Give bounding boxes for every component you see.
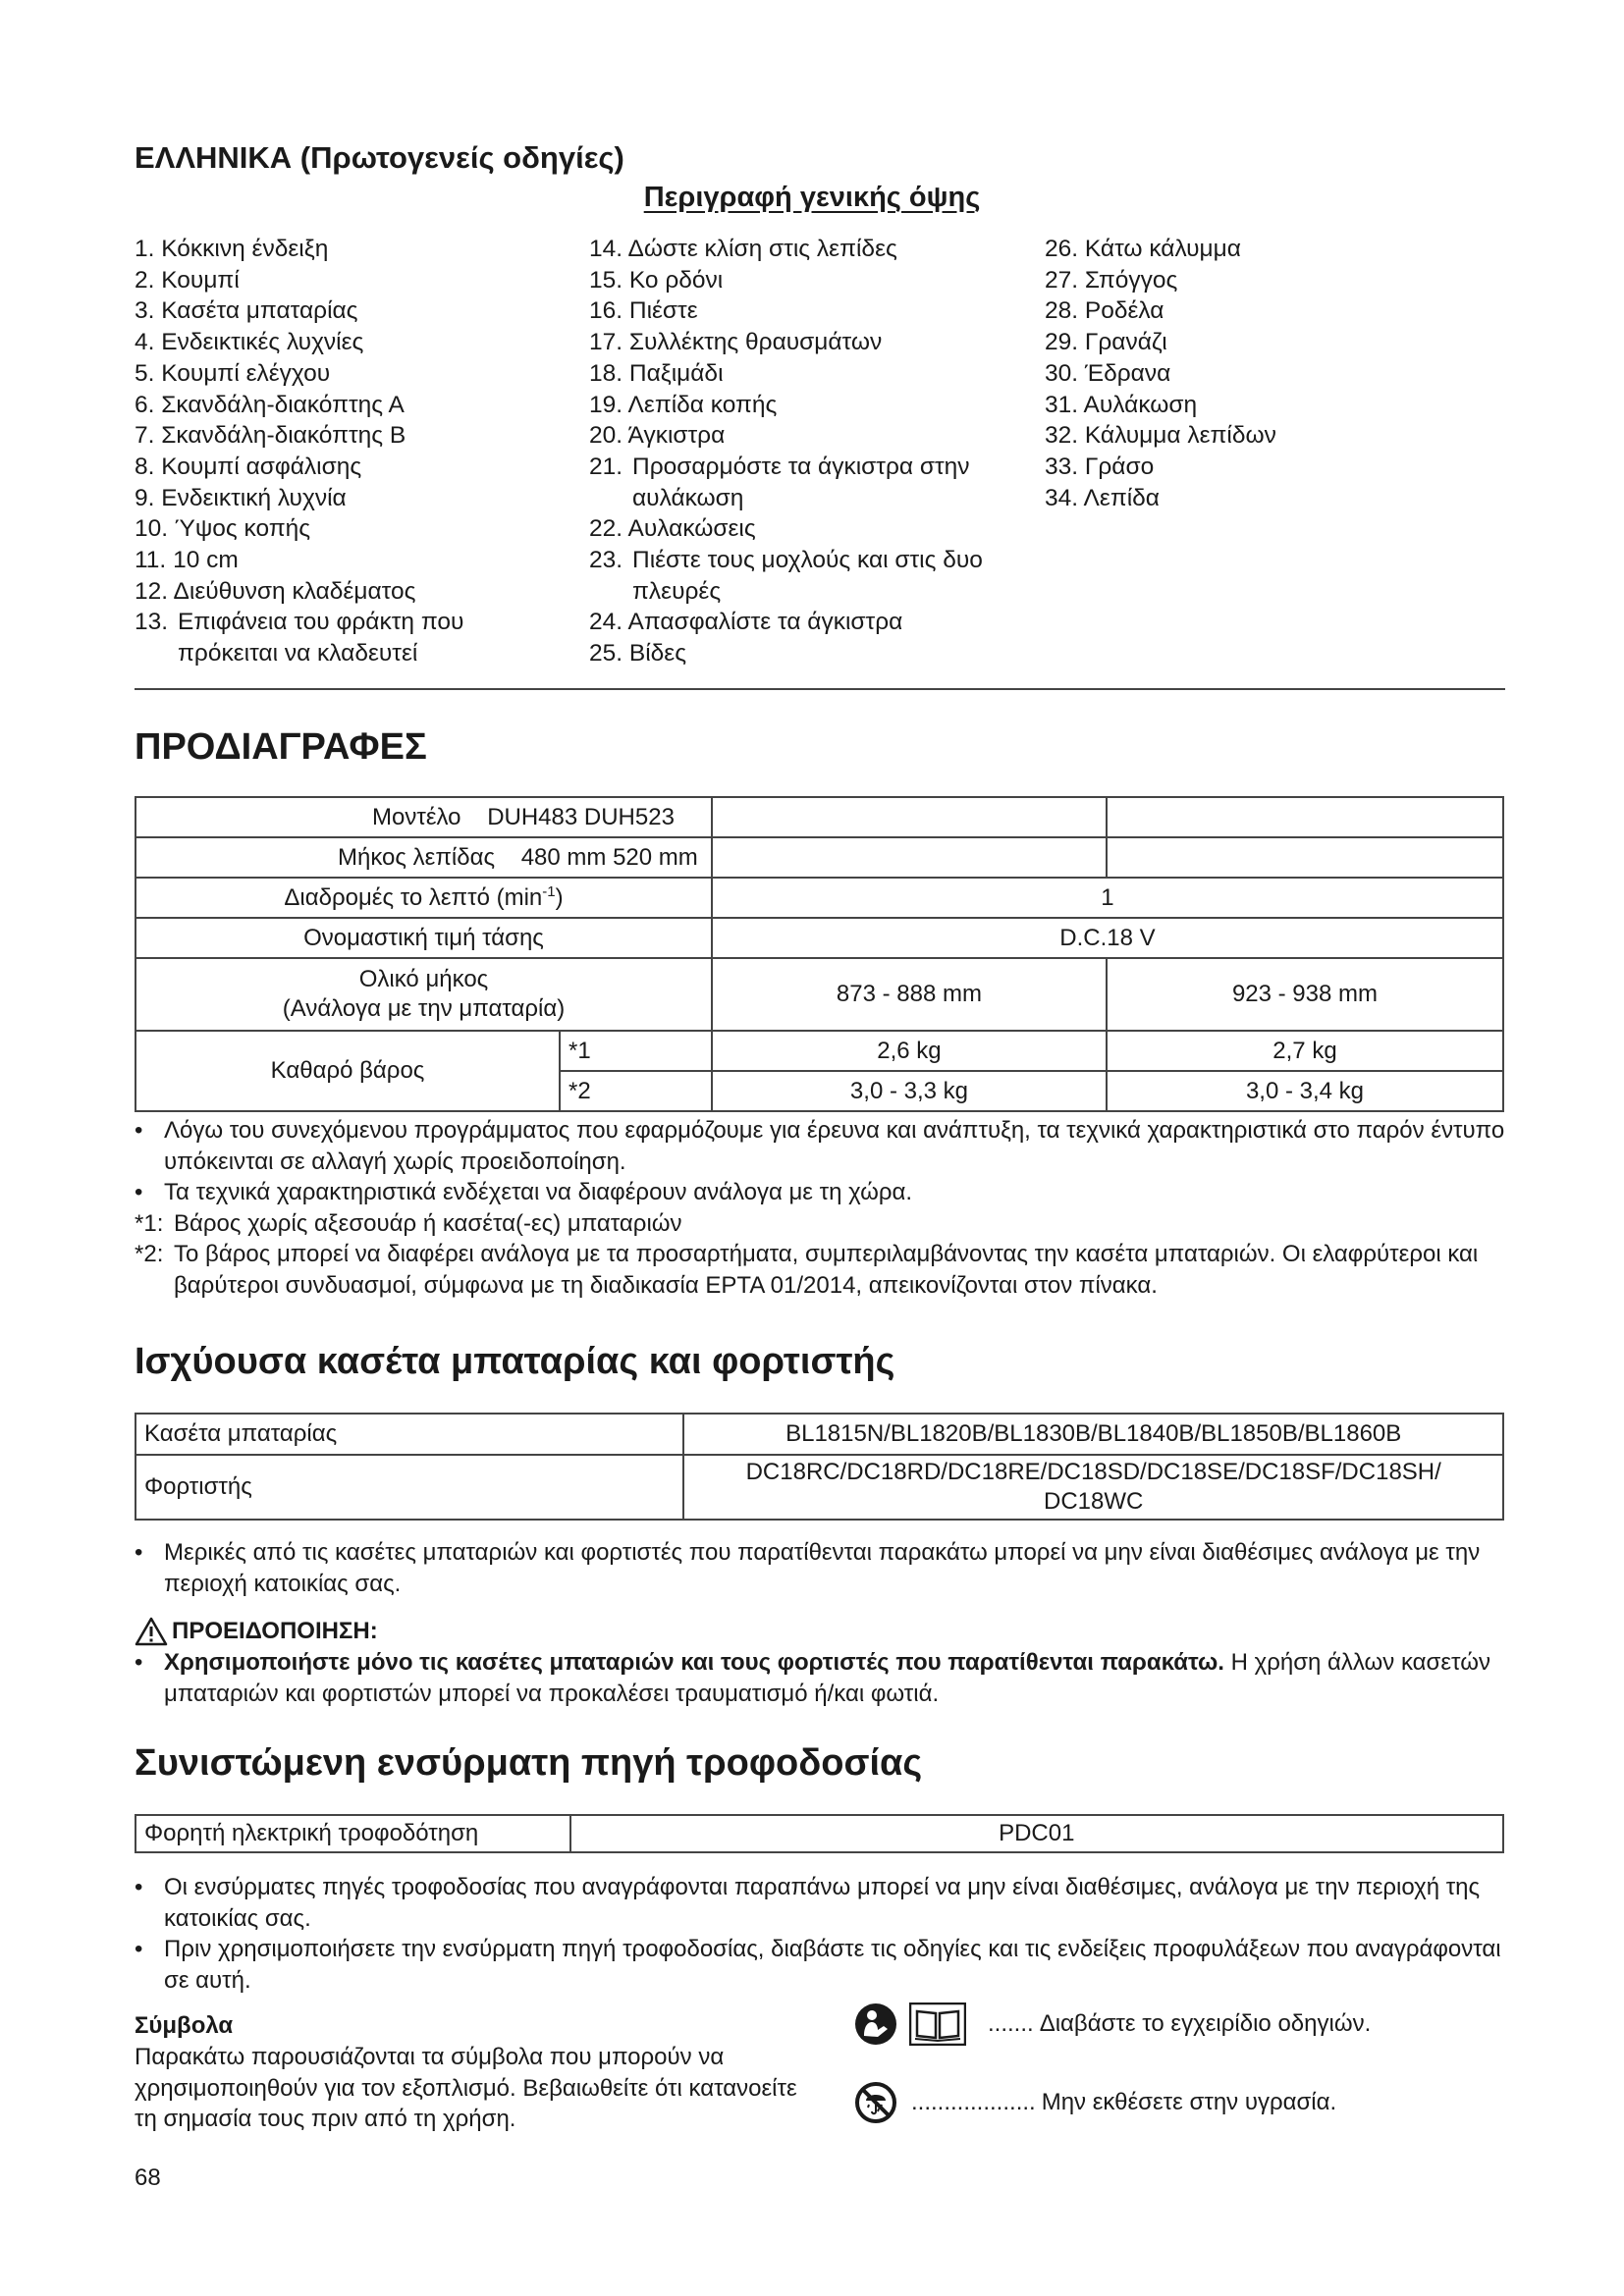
item-number: 32.: [1045, 422, 1079, 450]
list-item: [135, 234, 586, 265]
item-number: 22.: [589, 515, 623, 543]
list-item: [135, 607, 586, 638]
list-item: [1045, 420, 1477, 452]
item-label-cont: αυλάκωση: [632, 484, 744, 511]
list-item: [1045, 327, 1477, 358]
item-label: Λεπίδα κοπής: [627, 391, 778, 418]
item-number: 29.: [1045, 329, 1079, 356]
footnote: *1: Βάρος χωρίς αξεσουάρ ή κασέτα(-ες) μπαταριών: [135, 1209, 682, 1237]
length-value-duh523: 923 - 938 mm: [1107, 958, 1503, 1031]
list-item: • Οι ενσύρματες πηγές τροφοδοσίας που αναγράφονται παραπάνω μπορεί να μην είναι διαθέσιμες, ανάλογα με την περιοχή της κατοικίας σας.: [135, 1874, 1481, 1932]
item-label: Κόκκινη ένδειξη: [161, 236, 329, 262]
item-label: Σκανδάλη-διακόπτης Β: [161, 422, 406, 450]
list-item: [1045, 234, 1477, 265]
language-title: ΕΛΛΗΝΙΚΑ (Πρωτογενείς οδηγίες): [135, 140, 624, 175]
item-number: 15.: [589, 266, 623, 294]
rain-dots: ...................: [911, 2089, 1036, 2115]
item-label: Έδρανα: [1084, 359, 1171, 387]
item-label: Αυλάκωση: [1083, 391, 1198, 418]
overview-column-1: [135, 234, 586, 669]
item-number: 11.: [135, 547, 167, 574]
list-item: [1045, 452, 1477, 483]
item-number: 25.: [589, 640, 623, 667]
list-item: [135, 513, 586, 545]
item-number: 21.: [589, 453, 623, 480]
item-number: 16.: [589, 297, 623, 325]
list-item: [589, 390, 1041, 421]
item-number: 31.: [1045, 391, 1079, 418]
item-number: 7.: [135, 422, 155, 450]
item-label: Γράσο: [1084, 453, 1155, 480]
item-label: Συλλέκτης θραυσμάτων: [628, 329, 883, 356]
weight-2-duh483: 3,0 - 3,3 kg: [712, 1071, 1107, 1111]
symbol-read-manual: [854, 2002, 1371, 2046]
list-item: [135, 420, 586, 452]
item-label: Κάτω κάλυμμα: [1084, 236, 1241, 262]
blade-length-values: 480 mm 520 mm: [520, 843, 698, 871]
item-label: Πιέστε: [628, 297, 698, 325]
list-item: • Πριν χρησιμοποιήσετε την ενσύρματη πηγή τροφοδοσίας, διαβάστε τις οδηγίες και τις ενδείξεις προφυλάξεων που αναγράφονται σε αυτή.: [135, 1936, 1501, 1994]
item-number: 20.: [589, 422, 623, 450]
item-number: 9.: [135, 484, 155, 511]
item-number: 2.: [135, 266, 155, 294]
item-label: Επιφάνεια του φράκτη που: [178, 609, 464, 636]
item-label: Κουμπί ελέγχου: [161, 359, 331, 387]
symbol-no-moisture: [854, 2081, 1336, 2124]
item-number: 13.: [135, 609, 169, 636]
list-item: [135, 483, 586, 514]
weight-1-duh483: 2,6 kg: [712, 1031, 1107, 1071]
table-row: [135, 1815, 1503, 1852]
list-item: [1045, 265, 1477, 296]
strokes-label-close: ): [555, 884, 564, 911]
item-label: Δώστε κλίση στις λεπίδες: [627, 236, 897, 262]
item-label: Λεπίδα: [1083, 484, 1160, 511]
specs-title: ΠΡΟΔΙΑΓΡΑΦΕΣ: [135, 726, 427, 768]
list-item: • Μερικές από τις κασέτες μπαταριών και φορτιστές που παρατίθενται παρακάτω μπορεί να μην είναι διαθέσιμες ανάλογα με την περιοχή κατοικίας σας.: [135, 1539, 1481, 1597]
item-label: Κο ρδόνι: [628, 266, 724, 294]
list-item: [135, 265, 586, 296]
item-number: 6.: [135, 391, 155, 418]
item-label: Βίδες: [628, 640, 687, 667]
symbols-text: Παρακάτω παρουσιάζονται τα σύμβολα που μπορούν να χρησιμοποιηθούν για τον εξοπλισμό. Βεβαιωθείτε ότι κατανοείτε τη σημασία τους πριν από τη χρήση.: [135, 2044, 797, 2132]
item-number: 8.: [135, 453, 155, 480]
list-item: [589, 638, 1041, 669]
item-number: 26.: [1045, 236, 1079, 262]
voltage-value: D.C.18 V: [712, 918, 1503, 958]
item-label: Αυλακώσεις: [627, 515, 756, 543]
specs-notes: [135, 1115, 1509, 1301]
list-item: [589, 545, 1041, 576]
item-label: Απασφαλίστε τα άγκιστρα: [627, 609, 903, 636]
blade-length-label: Μήκος λεπίδας: [338, 843, 496, 871]
list-item: [1045, 483, 1477, 514]
no-moisture-icon: [854, 2081, 897, 2124]
item-number: 1.: [135, 236, 155, 262]
read-dots: .......: [988, 2010, 1034, 2037]
item-number: 24.: [589, 609, 623, 636]
list-item: [135, 452, 586, 483]
item-number: 27.: [1045, 266, 1079, 294]
length-value-duh483: 873 - 888 mm: [712, 958, 1107, 1031]
item-label: Κουμπί: [161, 266, 240, 294]
read-manual-icon: [854, 2002, 897, 2046]
warning-heading: [135, 1617, 378, 1646]
list-item: [1045, 295, 1477, 327]
specs-table: [135, 796, 1504, 1112]
table-row: [135, 1414, 1503, 1455]
item-number: 12.: [135, 577, 169, 605]
warning-title: ΠΡΟΕΙΔΟΠΟΙΗΣΗ:: [172, 1618, 378, 1644]
item-label: Πιέστε τους μοχλούς και στις δυο: [632, 547, 983, 574]
item-label: Κουμπί ασφάλισης: [161, 453, 362, 480]
weight-label: Καθαρό βάρος: [135, 1031, 560, 1111]
table-row: [135, 837, 1503, 878]
list-item: [589, 420, 1041, 452]
charger-value: DC18RC/DC18RD/DC18RE/DC18SD/DC18SE/DC18SF/DC18SH/: [745, 1459, 1441, 1485]
section-divider: [135, 688, 1505, 690]
item-label: Άγκιστρα: [627, 422, 726, 450]
table-row: [135, 918, 1503, 958]
symbols-title: Σύμβολα: [135, 2012, 234, 2039]
strokes-label: Διαδρομές το λεπτό (min: [284, 884, 543, 911]
item-label: Κάλυμμα λεπίδων: [1084, 422, 1276, 450]
length-sublabel: (Ανάλογα με την μπαταρία): [282, 995, 566, 1022]
table-row: [135, 958, 1503, 1031]
no-moisture-text: Μην εκθέσετε στην υγρασία.: [1041, 2089, 1337, 2115]
overview-column-3: [1045, 234, 1477, 513]
list-item: [589, 452, 1041, 483]
list-item: [135, 390, 586, 421]
battery-table: [135, 1413, 1504, 1521]
item-label: Διεύθυνση κλαδέματος: [173, 577, 416, 605]
list-item: • Τα τεχνικά χαρακτηριστικά ενδέχεται να διαφέρουν ανάλογα με τη χώρα.: [135, 1179, 913, 1205]
weight-1-duh523: 2,7 kg: [1107, 1031, 1503, 1071]
item-label: Ενδεικτικές λυχνίες: [161, 329, 364, 356]
item-number: 19.: [589, 391, 623, 418]
overview-title: Περιγραφή γενικής όψης: [643, 182, 981, 213]
overview-column-2: [589, 234, 1041, 669]
power-notes: [135, 1872, 1509, 1996]
charger-value-cont: DC18WC: [1044, 1488, 1144, 1515]
battery-label: Κασέτα μπαταρίας: [135, 1414, 683, 1455]
item-label: 10 cm: [173, 547, 239, 574]
item-number: 34.: [1045, 484, 1079, 511]
list-item: [135, 358, 586, 390]
model-label: Μοντέλο: [372, 803, 461, 830]
read-manual-text: Διαβάστε το εγχειρίδιο οδηγιών.: [1039, 2010, 1372, 2037]
list-item: [135, 545, 586, 576]
power-value: PDC01: [570, 1815, 1504, 1852]
item-number: 3.: [135, 297, 155, 325]
list-item: [135, 295, 586, 327]
item-label: Ύψος κοπής: [174, 515, 311, 543]
table-row: [135, 1031, 1503, 1071]
power-label: Φορητή ηλεκτρική τροφοδότηση: [135, 1815, 570, 1852]
voltage-label: Ονομαστική τιμή τάσης: [135, 918, 712, 958]
list-item: [1045, 358, 1477, 390]
item-label-cont: πρόκειται να κλαδευτεί: [178, 640, 418, 667]
charger-label: Φορτιστής: [135, 1455, 683, 1520]
weight-2-duh523: 3,0 - 3,4 kg: [1107, 1071, 1503, 1111]
power-table: [135, 1814, 1504, 1853]
table-row: [135, 878, 1503, 918]
strokes-unit-exponent: -1: [542, 883, 556, 900]
item-number: 33.: [1045, 453, 1079, 480]
warning-triangle-icon: [135, 1617, 168, 1646]
table-row: [135, 1455, 1503, 1520]
weight-mark-1: *1: [560, 1031, 712, 1071]
item-number: 30.: [1045, 359, 1079, 387]
list-item: [589, 513, 1041, 545]
list-item: [589, 234, 1041, 265]
battery-notes: [135, 1537, 1509, 1599]
weight-mark-2: *2: [560, 1071, 712, 1111]
item-label: Προσαρμόστε τα άγκιστρα στην: [632, 453, 970, 480]
item-label: Γρανάζι: [1084, 329, 1167, 356]
strokes-value: 1: [712, 878, 1503, 918]
item-number: 23.: [589, 547, 623, 574]
list-item: [589, 295, 1041, 327]
item-label: Κασέτα μπαταρίας: [161, 297, 358, 325]
list-item: • Λόγω του συνεχόμενου προγράμματος που εφαρμόζουμε για έρευνα και ανάπτυξη, τα τεχνικά χαρακτηριστικά στο παρόν έντυπο υπόκεινται σε αλλαγή χωρίς προειδοποίηση.: [135, 1117, 1505, 1175]
battery-value: BL1815N/BL1820B/BL1830B/BL1840B/BL1850B/BL1860B: [683, 1414, 1503, 1455]
list-item: [135, 576, 586, 608]
item-number: 4.: [135, 329, 155, 356]
page-number: 68: [135, 2164, 161, 2191]
list-item: [135, 327, 586, 358]
item-label: Παξιμάδι: [628, 359, 724, 387]
battery-section-title: Ισχύουσα κασέτα μπαταρίας και φορτιστής: [135, 1341, 895, 1382]
item-label: Ενδεικτική λυχνία: [161, 484, 347, 511]
warning-text: [135, 1647, 1509, 1709]
item-number: 18.: [589, 359, 623, 387]
list-item: [1045, 390, 1477, 421]
item-number: 28.: [1045, 297, 1079, 325]
list-item: [589, 265, 1041, 296]
item-number: 14.: [589, 236, 623, 262]
power-section-title: Συνιστώμενη ενσύρματη πηγή τροφοδοσίας: [135, 1742, 923, 1784]
footnote: *2: Το βάρος μπορεί να διαφέρει ανάλογα με τα προσαρτήματα, συμπεριλαμβάνοντας την κασέτα μπαταριών. Οι ελαφρύτεροι και βαρύτεροι συνδυασμοί, σύμφωνα με τη διαδικασία EPTA 01/2014, απεικονίζονται στον πίνακα.: [135, 1241, 1479, 1299]
item-number: 17.: [589, 329, 623, 356]
item-label: Σκανδάλη-διακόπτης Α: [161, 391, 405, 418]
item-label: Σπόγγος: [1084, 266, 1178, 294]
list-item: [589, 327, 1041, 358]
manual-book-icon: [909, 2002, 966, 2046]
item-label: Ροδέλα: [1084, 297, 1164, 325]
item-number: 10.: [135, 515, 169, 543]
item-label-cont: πλευρές: [632, 577, 722, 605]
table-row: [135, 797, 1503, 837]
list-item: [589, 358, 1041, 390]
list-item: • Χρησιμοποιήστε μόνο τις κασέτες μπαταριών και τους φορτιστές που παρατίθενται παρακάτω. Η χρήση άλλων κασετών μπαταριών και φορτιστών μπορεί να προκαλέσει τραυματισμό ή/και φωτιά.: [135, 1649, 1490, 1707]
model-values: DUH483 DUH523: [487, 803, 675, 830]
list-item: [589, 607, 1041, 638]
item-number: 5.: [135, 359, 155, 387]
length-label: Ολικό μήκος: [358, 966, 489, 992]
